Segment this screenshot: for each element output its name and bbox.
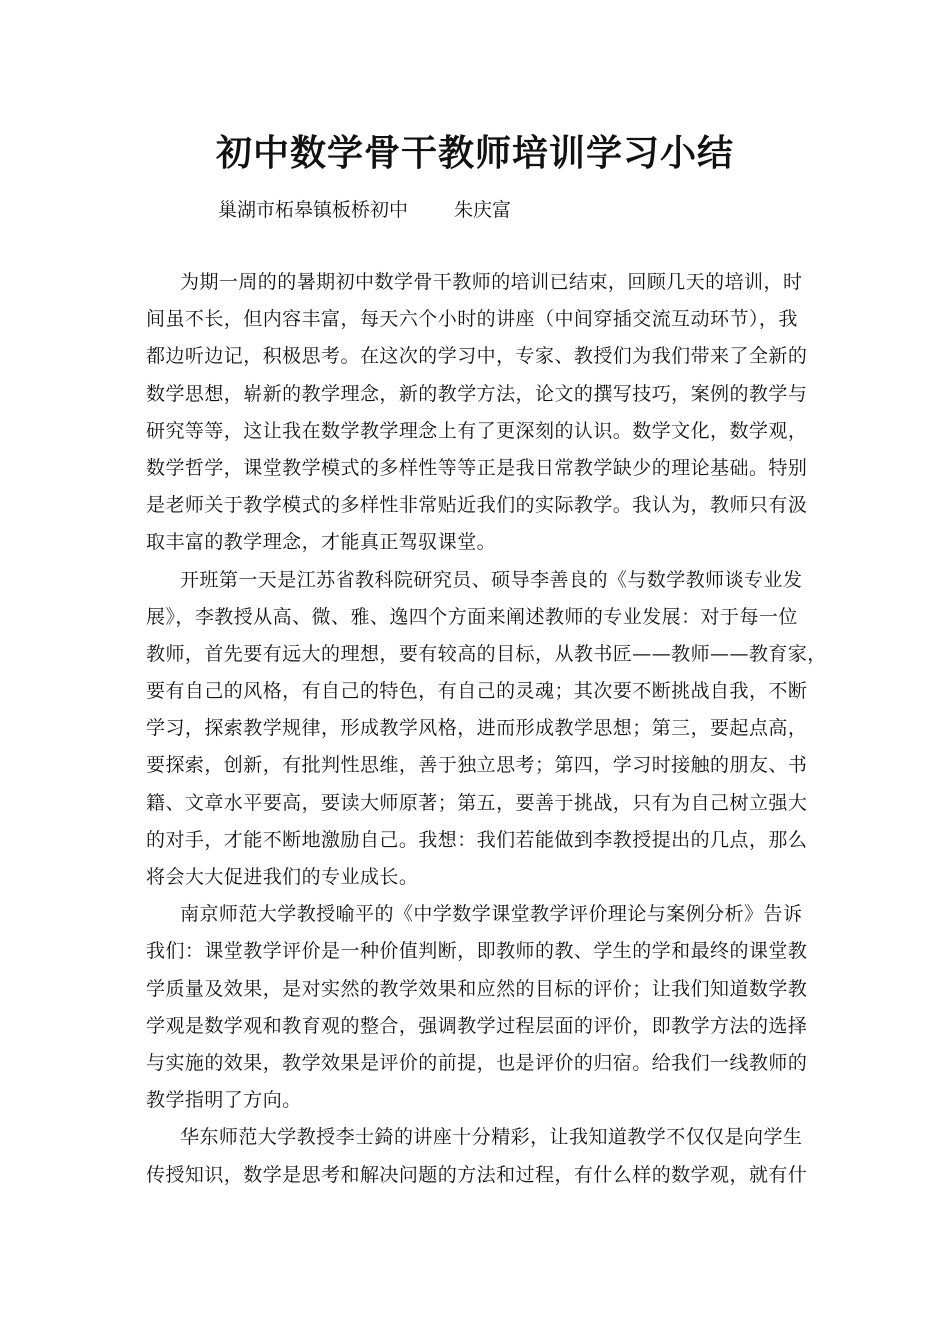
paragraph-line: 要有自己的风格，有自己的特色，有自己的灵魂；其次要不断挑战自我，不断 xyxy=(146,680,808,703)
paragraph-line: 与实施的效果，教学效果是评价的前提，也是评价的归宿。给我们一线教师的 xyxy=(146,1051,808,1074)
paragraph-line: 教师，首先要有远大的理想，要有较高的目标，从教书匠——教师——教育家， xyxy=(146,642,827,665)
paragraph-line: 华东师范大学教授李士錡的讲座十分精彩，让我知道教学不仅仅是向学生 xyxy=(180,1126,803,1149)
byline-school: 巢湖市柘皋镇板桥初中 xyxy=(218,199,409,221)
paragraph-line: 数学思想，崭新的教学理念，新的教学方法，论文的撰写技巧，案例的教学与 xyxy=(146,382,808,405)
paragraph-line: 取丰富的教学理念，才能真正驾驭课堂。 xyxy=(146,531,497,554)
paragraph-line: 学观是数学观和教育观的整合，强调教学过程层面的评价，即教学方法的选择 xyxy=(146,1014,808,1037)
byline-author: 朱庆富 xyxy=(454,199,512,221)
byline xyxy=(218,196,511,224)
paragraph-line: 要探索，创新，有批判性思维，善于独立思考；第四，学习时接触的朋友、书 xyxy=(146,754,808,777)
paragraph-line: 将会大大促进我们的专业成长。 xyxy=(146,866,419,888)
paragraph-line: 间虽不长，但内容丰富，每天六个小时的讲座（中间穿插交流互动环节），我 xyxy=(146,308,798,331)
paragraph-line: 籍、文章水平要高，要读大师原著；第五，要善于挑战，只有为自己树立强大 xyxy=(146,791,808,814)
paragraph-line: 我们：课堂教学评价是一种价值判断，即教师的教、学生的学和最终的课堂教 xyxy=(146,940,808,963)
paragraph-line: 开班第一天是江苏省教科院研究员、硕导李善良的《与数学教师谈专业发 xyxy=(180,568,803,591)
body-text xyxy=(146,264,826,1194)
paragraph-line: 数学哲学，课堂教学模式的多样性等等正是我日常教学缺少的理论基础。特别 xyxy=(146,456,808,479)
paragraph-line: 教学指明了方向。 xyxy=(146,1089,302,1112)
paragraph-line: 的对手，才能不断地激励自己。我想：我们若能做到李教授提出的几点，那么 xyxy=(146,828,808,851)
paragraph-line: 学习，探索教学规律，形成教学风格，进而形成教学思想；第三，要起点高， xyxy=(146,717,808,740)
paragraph-line: 传授知识，数学是思考和解决问题的方法和过程，有什么样的数学观，就有什 xyxy=(146,1163,808,1186)
paragraph-line: 都边听边记，积极思考。在这次的学习中，专家、教授们为我们带来了全新的 xyxy=(146,345,808,368)
paragraph-line: 是老师关于教学模式的多样性非常贴近我们的实际教学。我认为，教师只有汲 xyxy=(146,494,808,517)
paragraph-line: 研究等等，这让我在数学教学理念上有了更深刻的认识。数学文化，数学观， xyxy=(146,419,808,442)
paragraph-line: 学质量及效果，是对实然的教学效果和应然的目标的评价；让我们知道数学教 xyxy=(146,977,808,1000)
paragraph-line: 为期一周的的暑期初中数学骨干教师的培训已结束，回顾几天的培训，时 xyxy=(180,271,803,293)
document-title: 初中数学骨干教师培训学习小结 xyxy=(215,132,734,174)
paragraph-line: 展》，李教授从高、微、雅、逸四个方面来阐述教师的专业发展：对于每一位 xyxy=(146,605,798,628)
paragraph-line: 南京师范大学教授喻平的《中学数学课堂教学评价理论与案例分析》告诉 xyxy=(180,903,803,926)
